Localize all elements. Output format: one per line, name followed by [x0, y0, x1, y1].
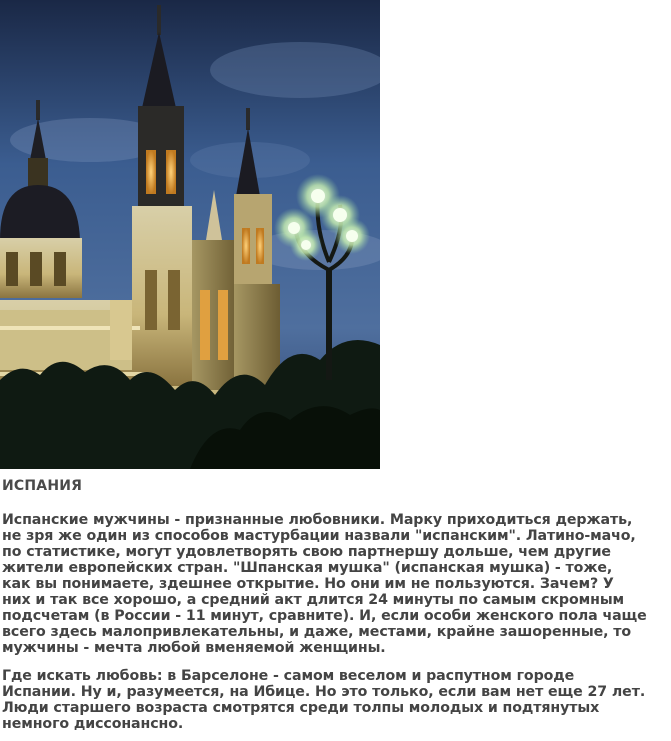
article-paragraph-2: Где искать любовь: в Барселоне - самом веселом и распутном городе Испании. Ну и, разумеется, на Ибице. Но это только, если вам нет еще 27 лет. Люди старшего возраста смотрятся среди толпы молодых и подтянутых немного диссонансно.	[2, 668, 646, 732]
section-heading: ИСПАНИЯ	[2, 478, 83, 494]
cathedral-photo	[0, 0, 380, 469]
article-paragraph-1: Испанские мужчины - признанные любовники. Марку приходиться держать, не зря же один из способов мастурбации назвали "испанским". Латино-мачо, по статистике, могут удовлетворять свою партнершу дольше, чем другие жители европейских стран. "Шпанская мушка" (испанская мушка) - тоже, как вы понимаете, здешнее открытие. Но они им не пользуются. Зачем? У них и так все хорошо, а средний акт длится 24 минуты по самым скромным подсчетам (в России - 11 минут, сравните). И, если особи женского пола чаще всего здесь малопривлекательны, и даже, местами, крайне зашоренные, то мужчины - мечта любой вменяемой женщины.	[2, 512, 647, 656]
